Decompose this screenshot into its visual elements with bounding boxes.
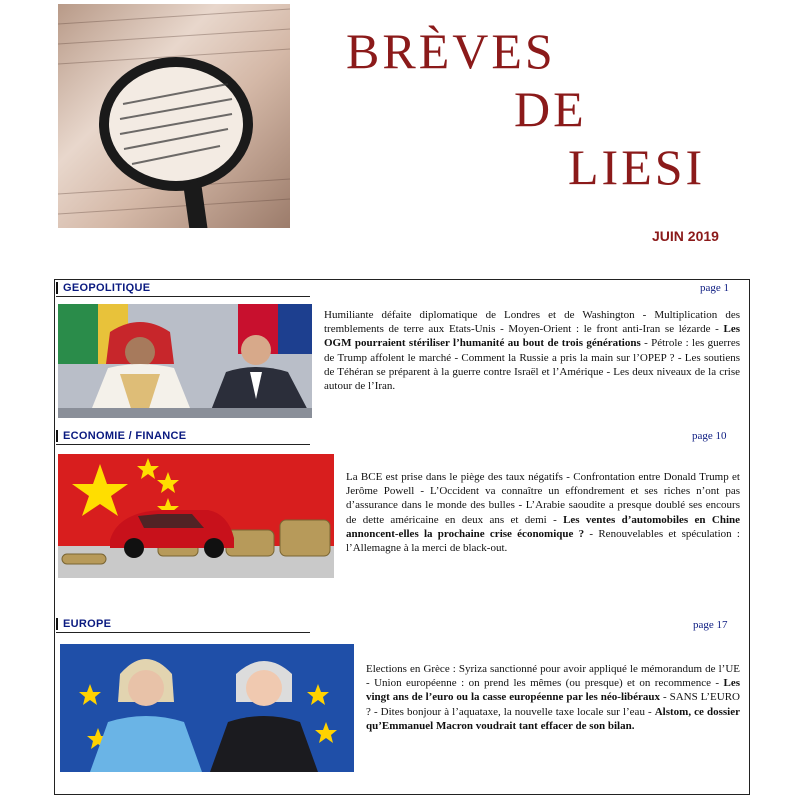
title-line-3: LIESI [568,139,706,195]
text-run: - Renouvelables et spéculation : l’Allemagne à la merci de black-out. [346,527,740,555]
text-run-bold: Les ventes d’automobiles en Chine annoncent-elles la prochaine crise économique ? [346,513,740,540]
text-run-bold: Les vingt ans de l’euro ou la casse européenne par les néo-libéraux [366,677,740,704]
text-run: Elections en Grèce : Syriza sanctionné pour avoir appliqué le mémorandum de l’UE - Union européenne : on prend les mêmes (ou presque) et on recommence - [366,663,740,690]
china-flag-car-coins-illustration [58,454,334,578]
section-text-economie [346,470,740,555]
text-run: Humiliante défaite diplomatique de Londres et de Washington - Multiplication des tremblements de terre aux Etats-Unis - Moyen-Orient : le front anti-Iran se lézarde - [324,309,740,336]
section-page-geopolitique: page 1 [700,282,730,294]
newspaper-magnifier-illustration [58,4,290,228]
section-heading-geopolitique: GEOPOLITIQUE [56,282,150,294]
text-run: La BCE est prise dans le piège des taux négatifs - Confrontation entre Donald Trump et Jerôme Powell - L’Occident va connaître un effondrement et ses riches n’ont pas d’assurance dans le monde des bulles - L’Arabie saoudite a presque doublé ses encours de dette américaine en deux ans et demi - [346,471,740,526]
text-run-bold: Les OGM pourraient stériliser l’humanité au bout de trois générations [324,323,740,350]
section-rule [56,296,310,297]
section-rule [56,444,310,445]
eu-leaders-photo [60,644,354,772]
title-line-1: BRÈVES [346,23,556,79]
section-page-europe: page 17 [693,619,728,631]
section-heading-europe: EUROPE [56,618,111,630]
summit-photo [58,304,312,418]
issue-date: JUIN 2019 [652,228,719,244]
eu-leaders-illustration [60,644,354,772]
china-cars-photo [58,454,334,578]
section-text-europe [366,662,740,733]
title-line-2: DE [514,81,587,137]
text-run: - Pétrole : les guerres de Trump affolent le marché - Comment la Russie a pris la main sur l’OPEP ? - Les soutiens de Téhéran se préparent à la guerre contre Israël et l’Amérique - Les deux niveaux de la crise autour de l’Iran. [324,337,740,393]
section-heading-economie: ECONOMIE / FINANCE [56,430,186,442]
section-text-geopolitique [324,308,740,393]
summit-photo-illustration [58,304,312,418]
text-run: - SANS L’EURO ? - Dites bonjour à l’aquataxe, la nouvelle taxe locale sur l’eau - [366,691,740,718]
section-rule [56,632,310,633]
text-run-bold: Alstom, ce dossier qu’Emmanuel Macron voudrait tant effacer de son bilan. [366,705,740,732]
section-page-economie: page 10 [692,430,727,442]
magnifying-glass-image [58,4,290,228]
